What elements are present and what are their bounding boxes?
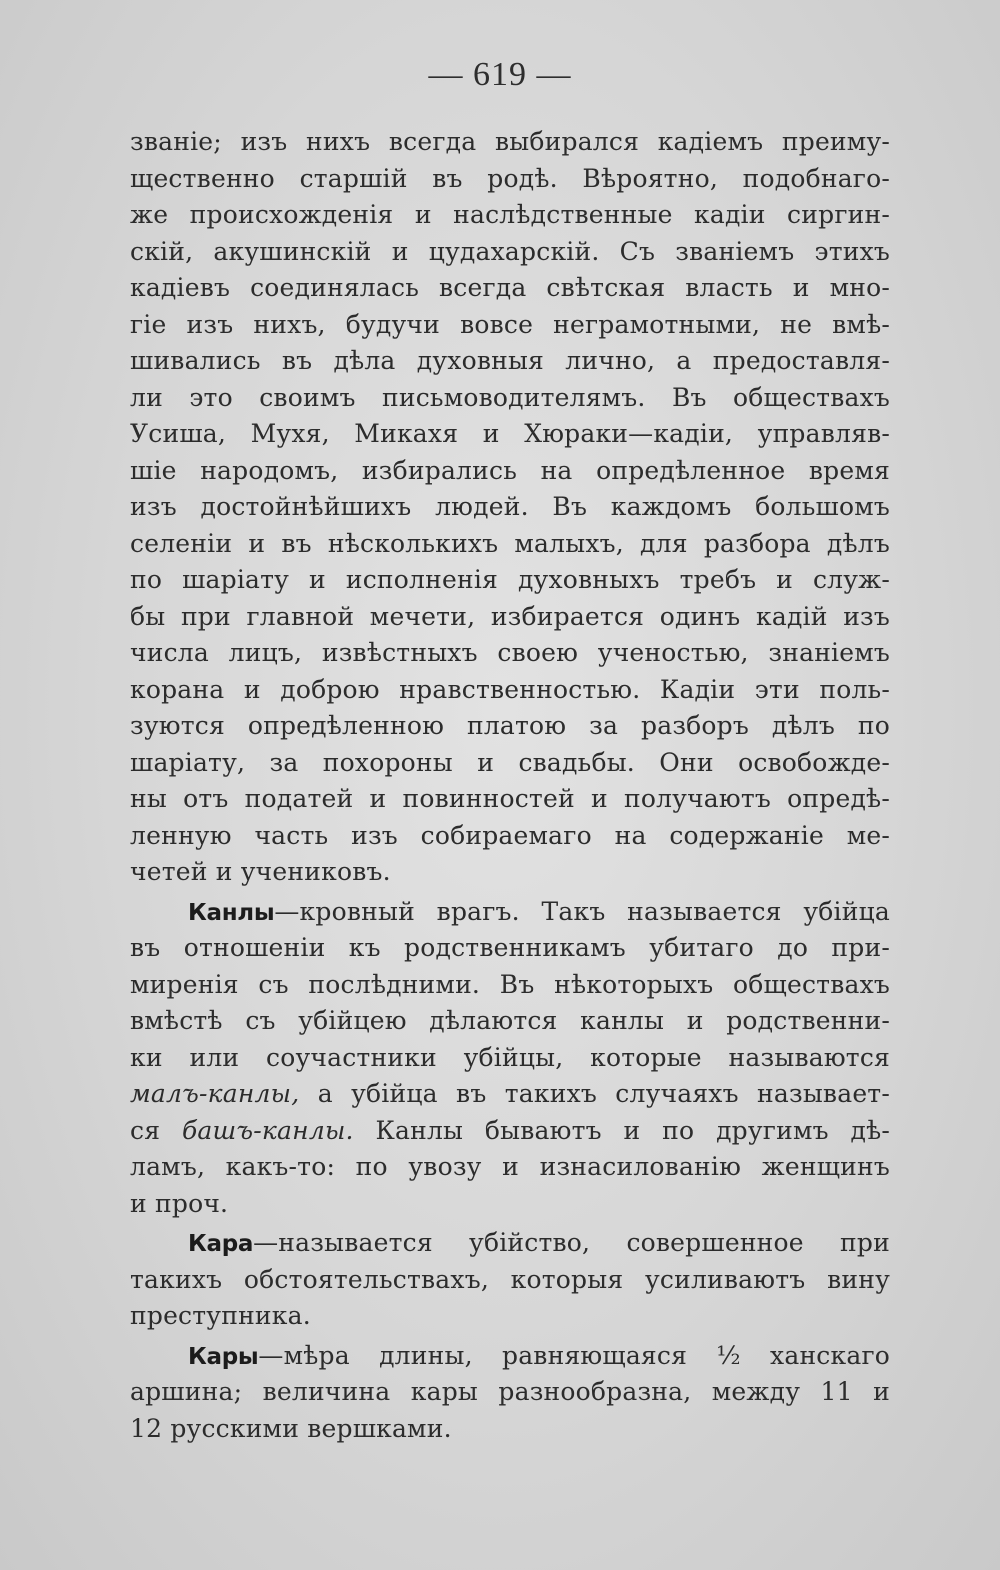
text-line: корана и доброю нравственностью. Кадіи эти поль- bbox=[130, 674, 890, 704]
text-line: щественно старшій въ родѣ. Вѣроятно, подобнаго- bbox=[130, 163, 890, 193]
text-line: и проч. bbox=[130, 1188, 229, 1218]
page-number: — 619 — bbox=[428, 56, 572, 93]
text-line: миренія съ послѣдними. Въ нѣкоторыхъ обществахъ bbox=[130, 969, 890, 999]
text-fragment: а убійца въ такихъ случаяхъ называет- bbox=[299, 1079, 890, 1108]
text-line: ли это своимъ письмоводителямъ. Въ обществахъ bbox=[130, 382, 890, 412]
entry-term-kara: Кара bbox=[188, 1231, 254, 1257]
page-text bbox=[130, 124, 890, 1447]
text-line: аршина; величина кары разнообразна, между 11 и bbox=[130, 1377, 890, 1406]
text-line: Усиша, Мухя, Микахя и Хюраки—кадіи, управляв- bbox=[130, 419, 890, 448]
italic-term-mal-kanly: малъ-канлы, bbox=[130, 1079, 300, 1108]
text-line: гіе изъ нихъ, будучи вовсе неграмотными, не вмѣ- bbox=[130, 309, 890, 339]
entry-definition: —называется убійство, совершенное при bbox=[253, 1228, 890, 1257]
text-line: скій, акушинскій и цудахарскій. Съ званіемъ этихъ bbox=[130, 236, 890, 266]
text-line bbox=[130, 894, 890, 931]
text-line: ленную часть изъ собираемаго на содержаніе ме- bbox=[130, 820, 890, 850]
entry-definition: —мѣра длины, равняющаяся ½ ханскаго bbox=[258, 1340, 890, 1370]
text-line: по шаріату и исполненія духовныхъ требъ и служ- bbox=[130, 565, 890, 594]
paragraph-kanly bbox=[130, 894, 890, 1223]
entry-term-kanly: Канлы bbox=[188, 899, 275, 926]
text-line bbox=[130, 1338, 890, 1375]
text-line: шаріату, за похороны и свадьбы. Они освобожде- bbox=[130, 747, 890, 777]
text-line: кадіевъ соединялась всегда свѣтская власть и мно- bbox=[130, 273, 890, 302]
text-line: бы при главной мечети, избирается одинъ кадій изъ bbox=[130, 601, 890, 631]
text-line: же происхожденія и наслѣдственные кадіи сиргин- bbox=[130, 200, 890, 229]
entry-term-kary: Кары bbox=[188, 1343, 259, 1370]
text-line: зуются опредѣленною платою за разборъ дѣлъ по bbox=[130, 711, 890, 740]
italic-term-bash-kanly: башъ-канлы. bbox=[181, 1115, 354, 1145]
text-fragment: ся bbox=[130, 1115, 182, 1145]
text-line: такихъ обстоятельствахъ, которыя усиливаютъ вину bbox=[130, 1264, 890, 1294]
text-line bbox=[130, 1076, 890, 1113]
text-line: числа лицъ, извѣстныхъ своею ученостью, знаніемъ bbox=[130, 638, 890, 667]
text-line: званіе; изъ нихъ всегда выбирался кадіемъ преиму- bbox=[130, 127, 890, 156]
text-line bbox=[130, 1225, 890, 1262]
text-line: вмѣстѣ съ убійцею дѣлаются канлы и родственни- bbox=[130, 1006, 890, 1035]
text-line: ны отъ податей и повинностей и получаютъ опредѣ- bbox=[130, 784, 890, 813]
text-fragment: Канлы бываютъ и по другимъ дѣ- bbox=[353, 1115, 891, 1145]
text-line: шіе народомъ, избирались на опредѣленное время bbox=[130, 455, 890, 485]
text-line: шивались въ дѣла духовныя лично, а предоставля- bbox=[130, 346, 890, 375]
text-line: 12 русскими вершками. bbox=[130, 1413, 452, 1443]
text-line: ки или соучастники убійцы, которые называются bbox=[130, 1042, 890, 1072]
text-line: четей и учениковъ. bbox=[130, 857, 391, 886]
paragraph-kary bbox=[130, 1338, 890, 1448]
paragraph-kara bbox=[130, 1225, 890, 1335]
text-line: въ отношеніи къ родственникамъ убитаго до при- bbox=[130, 933, 890, 962]
text-line: селеніи и въ нѣсколькихъ малыхъ, для разбора дѣлъ bbox=[130, 528, 890, 558]
text-line: изъ достойнѣйшихъ людей. Въ каждомъ большомъ bbox=[130, 492, 890, 521]
paragraph-kadi-continuation bbox=[130, 124, 890, 891]
text-line bbox=[130, 1113, 890, 1150]
entry-definition: —кровный врагъ. Такъ называется убійца bbox=[274, 896, 890, 926]
text-line: ламъ, какъ-то: по увозу и изнасилованію женщинъ bbox=[130, 1152, 890, 1181]
text-line: преступника. bbox=[130, 1301, 311, 1330]
